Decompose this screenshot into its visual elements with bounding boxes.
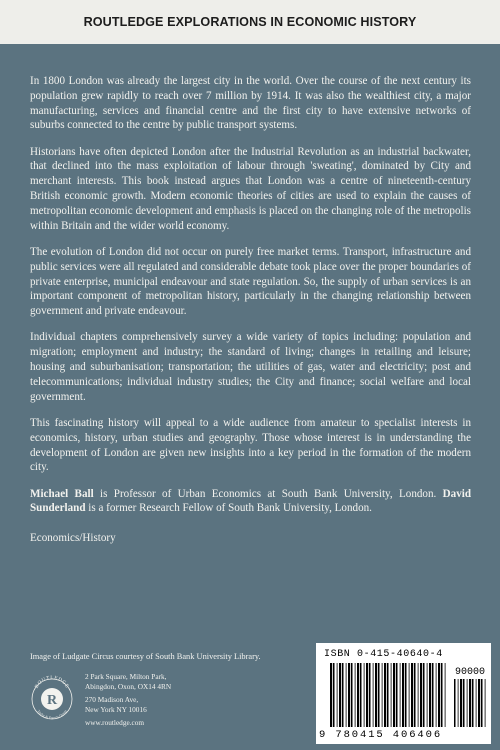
image-credit: Image of Ludgate Circus courtesy of South Bank University Library. xyxy=(30,652,261,661)
address-line: Abingdon, Oxon, OX14 4RN xyxy=(85,681,172,691)
series-title: ROUTLEDGE EXPLORATIONS IN ECONOMIC HISTORY xyxy=(83,15,417,29)
logo-sub: Taylor & Francis Group xyxy=(36,709,68,721)
svg-text:ROUTLEDGE xyxy=(34,675,70,690)
svg-text:Taylor & Francis Group xyxy=(36,709,67,720)
author-name: David Sunderland xyxy=(30,487,471,515)
blurb xyxy=(30,74,471,528)
routledge-logo-icon xyxy=(30,673,74,731)
price-code: 90000 xyxy=(455,667,486,678)
blurb-paragraph: This fascinating history will appeal to a wide audience from amateur to specialist interests in economics, history, urban studies and geography. Those whose interest is in understanding the development of London are given new insights into a key period in the formation of the modern city. xyxy=(30,416,471,474)
blurb-paragraph: In 1800 London was already the largest city in the world. Over the course of the next century its population grew rapidly to reach over 7 million by 1914. It was also the wealthiest city, a major manufacturing, services and financial centre and the first city to have extensive networks of suburbs connected to the centre by public transport systems. xyxy=(30,75,471,132)
author-bio xyxy=(30,487,471,517)
logo-letter: R xyxy=(46,693,58,708)
subject-category: Economics/History xyxy=(30,532,116,544)
isbn-barcode xyxy=(316,643,491,744)
blurb-paragraph: Historians have often depicted London after the Industrial Revolution as an industrial backwater, that declined into the mass exploitation of labour through 'sweating', dominated by City and merchant interests. This book instead argues that London was a centre of nineteenth-century British economic growth. Modern economic theories of cities are used to explain the causes of metropolitan economic development and emphasis is placed on the changing role of the metropolis within Britain and the wider world economy. xyxy=(30,145,471,232)
address-line: 2 Park Square, Milton Park, xyxy=(85,672,167,681)
author-bio-text: is Professor of Urban Economics at South Bank University, London. xyxy=(93,487,443,500)
publisher-address xyxy=(85,672,171,728)
address-line: 270 Madison Ave, xyxy=(85,695,139,705)
author-bio-text: is a former Research Fellow of South Bank University, London. xyxy=(85,502,372,515)
ean-number: 9 780415 406406 xyxy=(319,729,443,741)
publisher-website: www.routledge.com xyxy=(85,718,145,728)
series-banner xyxy=(0,0,500,44)
address-line: New York NY 10016 xyxy=(85,704,147,714)
blurb-paragraph: The evolution of London did not occur on purely free market terms. Transport, infrastructure and public services were all regulated and considerable debate took place over the proper boundaries of private enterprise, municipal endeavour and state regulation. So, the supply of urban services is an important component of metropolitan history, particularly in the changing relationship between government and private endeavour. xyxy=(30,245,471,318)
author-name: Michael Ball xyxy=(30,487,94,500)
blurb-paragraph: Individual chapters comprehensively survey a wide variety of topics including: population and migration; employment and industry; the standard of living; changes in retailing and leisure; housing and suburbanisation; transportation; the utilities of gas, water and electricity; post and telecommunications; individual industry studies; the City and finance; social welfare and local government. xyxy=(30,331,471,403)
isbn-number: ISBN 0-415-40640-4 xyxy=(324,649,443,660)
logo-name: ROUTLEDGE xyxy=(33,674,71,690)
